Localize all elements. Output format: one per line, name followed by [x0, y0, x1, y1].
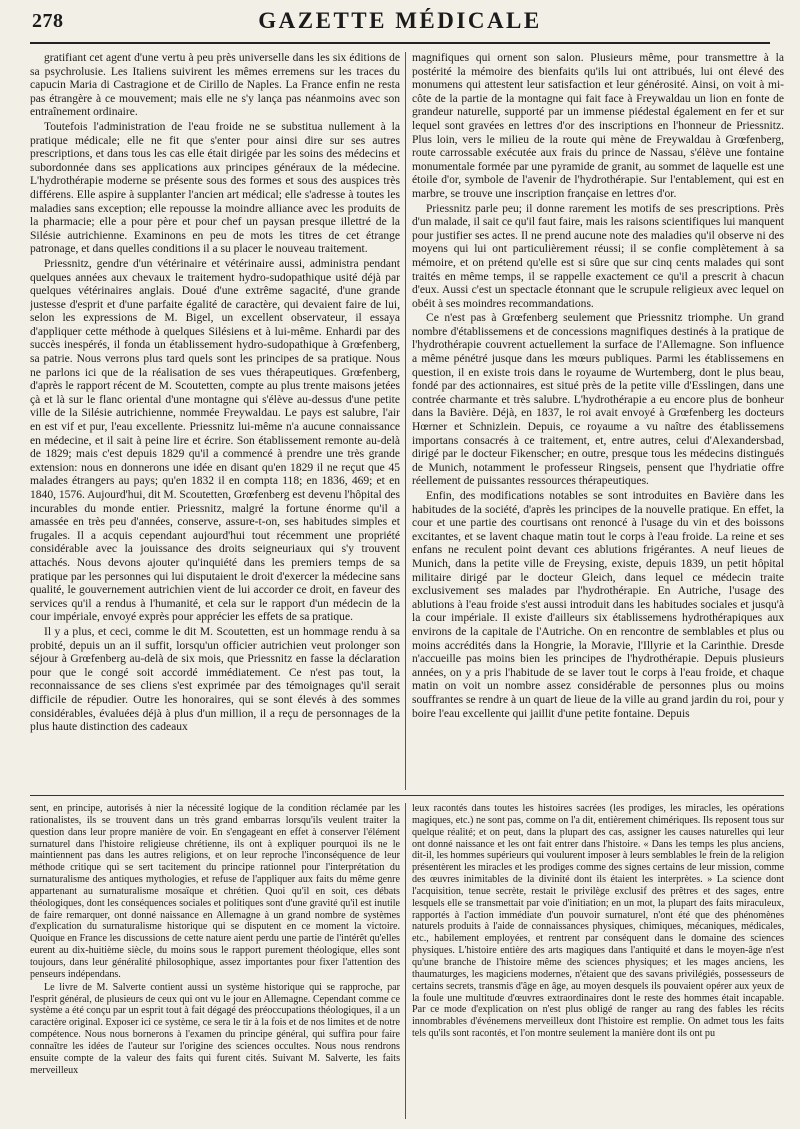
paragraph: Toutefois l'administration de l'eau froide ne se substitua nullement à la pratique médicale; elle ne fit que s'enter pour ainsi dire sur ses autres prescriptions, et dans tous les cas elle était dirigée par les soins des médecins et subordonnée dans ses applications aux principes généraux de la médecine. L'hydrothérapie moderne se présente sous des formes et sous des auspices très différens. Elle aspire à supplanter l'ancien art médical; elle s'adresse à toutes les maladies sans exception; elle repousse la moindre alliance avec les produits de la pharmacie; elle a pour père et pour chef un paysan presque illettré de la Silésie autrichienne. Examinons en peu de mots les titres de cet étrange patronage, et dans quelles conditions il a su placer le nouveau traitement. [30, 120, 400, 256]
header-rule [30, 42, 770, 44]
lower-left-column [30, 803, 400, 1119]
paragraph: Le livre de M. Salverte contient aussi un système historique qui se rapproche, par l'esprit général, de plusieurs de ceux qui ont vu le jour en Allemagne. Cependant comme ce système a été conçu par un esprit tout à fait dégagé des préoccupations théologiques, il a un caractère original. Exposer ici ce système, ce sera le tir à la fois et de nos limites et de notre compétence. Nous nous bornerons à l'examen du principe général, qui suffira pour faire connaître les idées de l'auteur sur l'origine des sciences occultes. Nous nous rendrons ensuite compte de la valeur des faits qui furent cités. Suivant M. Salverte, les faits merveilleux [30, 981, 400, 1076]
paragraph: Priessnitz, gendre d'un vétérinaire et vétérinaire aussi, administra pendant quelques années aux chevaux le traitement hydro-sudopathique usité déjà par quelques vétérinaires anglais. Doué d'une extrême sagacité, d'une grande justesse d'esprit et d'une parfaite égalité de caractère, qui devaient faire de lui, selon les expressions de M. Bigel, un excellent observateur, il essaya d'appliquer cette méthode à quelques Silésiens et à lui-même. Enhardi par des succès inespérés, il fonda un établissement hydro-sudopathique à Grœfenberg, sa patrie. Nous verrons plus tard quels sont les principes de sa pratique. Nous ne parlons ici que de la réalisation de ses vues thérapeutiques. Grœfenberg, d'après le rapport récent de M. Scoutetten, compte au plus trente maisons jetées çà et là sur le flanc oriental d'une montagne qui s'élève au-dessus d'une petite ville de la Silésie autrichienne, nommée Freywaldau. Le pays est salubre, l'air en est vif et pur, l'eau excellente. Priessnitz lui-même n'a aucune connaissance en médecine, et il sait à peine lire et écrire. Son établissement remonte au-delà de 1829; mais c'est depuis 1829 qu'il a commencé à prendre une très grande extension: nous en donnerons une idée en disant qu'en 1829 il ne reçut que 45 malades étrangers au pays; qu'en 1832 il en compta 118; en 1836, 469; et en 1840, 1576. Aujourd'hui, dit M. Scoutetten, Grœfenberg est devenu l'hôpital des incurables du monde entier. Priessnitz, malgré la fortune énorme qu'il a amassée en très peu d'années, conserve, assure-t-on, ses habitudes simples et frugales. Il a acquis cependant aujourd'hui tout récemment une propriété considérable avec la jouissance des droits seigneuriaux qui s'y trouvent attachés. Nous devons ajouter qu'inquiété dans les premiers temps de sa pratique par les personnes qui lui disputaient le droit d'exercer la médecine sans qualité, le gouvernement autrichien vient de lui accorder ce droit, en faveur des services qu'il a rendus à l'humanité, et cela sur le rapport d'un médecin de la cour impériale, envoyé exprès pour apprécier les effets de sa pratique. [30, 257, 400, 624]
paragraph: magnifiques qui ornent son salon. Plusieurs même, pour transmettre à la postérité la mémoire des bienfaits qu'ils lui ont attribués, lui ont élevé des monumens qui attestent leur satisfaction et leur générosité. Ainsi, on voit à mi-côte de la partie de la montagne qui fait face à Freywaldau un lion en fonte de grandeur naturelle, supporté par un immense piédestal également en fer et sur lequel sont gravées en lettres d'or des inscriptions en l'honneur de Priessnitz. Plus loin, vers le milieu de la route qui mène de Freywaldau à Grœfenberg, route carrossable exécutée aux frais du prince de Nassau, s'élève une fontaine monumentale formée par une pyramide de granit, au sommet de laquelle est une étoile d'or, symbole de l'avenir de l'hydrothérapie. Sur l'entablement, qui est en marbre, se trouve une inscription française en lettres d'or. [412, 52, 784, 200]
paragraph: Enfin, des modifications notables se sont introduites en Bavière dans les habitudes de la société, d'après les principes de la nouvelle pratique. En effet, la cour et une partie des courtisans ont renoncé à l'usage du vin et des boissons excitantes, et se lavent chaque matin tout le corps à l'eau froide. La reine et ses enfans ne reculent point devant ces ablutions frigérantes. A neuf lieues de Munich, dans la petite ville de Freysing, existe, depuis 1839, un petit hôpital militaire dirigé par le docteur Gleich, dans lequel ce médecin traite exclusivement ses malades par l'hydrothérapie. En Autriche, l'usage des ablutions à l'eau froide s'est aussi introduit dans les habitudes sociales et jusqu'à la cour impériale. Il existe d'ailleurs six établissemens hydrothérapiques aux environs de la capitale de l'Autriche. On en rencontre de semblables et plus ou moins accrédités dans la Hongrie, la Moravie, l'Illyrie et la Carinthie. Dresde n'accueille pas moins bien les principes de l'hydrothérapie. Depuis plusieurs années, on y a pris l'habitude de se laver tout le corps à l'eau froide, et chaque matin on voit un nombre assez considérable de personnes plus ou moins souffrantes se rendre à un quart de lieue de la ville au grand jardin du roi, pour y boire l'eau excellente qui jaillit d'une petite fontaine. Depuis [412, 490, 784, 720]
upper-left-column [30, 52, 400, 790]
paragraph: gratifiant cet agent d'une vertu à peu près universelle dans les six éditions de sa psychrolusie. Les Italiens suivirent les mêmes erremens sur les traces du capucin Maria di Castragione et de Cirillo de Naples. La France enfin ne resta pas étrangère à ce mouvement; mais elle ne s'y lança pas néanmoins avec son entraînement ordinaire. [30, 52, 400, 119]
paragraph: sent, en principe, autorisés à nier la nécessité logique de la condition réclamée par les rationalistes, ils se trouvent dans un très grand embarras lorsqu'ils veulent traiter la question dans leur propre manière de voir. En s'engageant en effet à conserver l'élément surnaturel dans l'histoire religieuse chrétienne, ils ont à expliquer pourquoi ils ne le maintiennent pas dans les autres religions, et on leur reproche l'inconséquence de leur méthode critique qui se sert tacitement du principe rationnel pour l'interprétation du surnaturalisme des antiques mythologies, et refuse de l'appliquer aux faits du même genre appartenant au surnaturalisme mosaïque et chrétien. Quoi qu'il en soit, ces débats théologiques, dont les conséquences sociales et politiques sont d'une gravité qu'il est inutile de faire remarquer, ont donné naissance en Allemagne à un grand nombre de systèmes d'explication du surnaturalisme historique qui se disputent en ce moment la victoire. Quoique en France les discussions de cette nature aient perdu une partie de l'intérêt qu'elles eurent au dix-huitième siècle, du moins sous le rapport purement théologique, elles sont toujours, dans leur généralité philosophique, assez importantes pour fixer l'attention des penseurs indépendans. [30, 803, 400, 980]
column-divider [405, 803, 406, 1119]
paragraph: Ce n'est pas à Grœfenberg seulement que Priessnitz triomphe. Un grand nombre d'établissemens et de concessions magnifiques destinés à la pratique de l'hydrothérapie couvrent actuellement la surface de l'Allemagne. Son influence a même pénétré jusque dans les mœurs publiques. Parmi les établissemens en question, il en existe trois dans le royaume de Wurtemberg, dont le plus beau, fondé par des actionnaires, est situé près de la petite ville d'Esslingen, dans une contrée charmante et très salubre. L'hydrothérapie a eu encore plus de bonheur dans la Bavière. Déjà, en 1837, le roi avait envoyé à Grœfenberg les docteurs Hœrner et Schnizlein. Depuis, ce royaume a vu naître des établissemens importans consacrés à ce traitement, et, entre autres, celui d'Alexandersbad, dirigé par le docteur Fikenscher; en outre, presque tous les médecins distingués de Munich, notamment le professeur Ringseis, pensent que l'hydriatie offre réellement de puissantes ressources thérapeutiques. [412, 312, 784, 488]
masthead-title: GAZETTE MÉDICALE [258, 8, 542, 33]
page-number: 278 [32, 10, 64, 32]
lower-right-column [412, 803, 784, 1119]
paragraph: leux racontés dans toutes les histoires sacrées (les prodiges, les miracles, les opérations magiques, etc.) ne sont pas, comme on l'a dit, entièrement chimériques. Ils reposent tous sur quelque réalité; et on peut, dans la plupart des cas, assigner les causes naturelles qui leur ont donné naissance et les ont fait entrer dans l'histoire. « Dans les temps les plus anciens, dit-il, les hommes supérieurs qui voulurent imposer à leurs semblables le frein de la religion présentèrent les miracles et les prodiges comme des signes certains de leur mission, comme des œuvres inimitables de la divinité dont ils étaient les interprètes. » La science dont l'acquisition, tenue secrète, restait le privilège exclusif des prêtres et des sages, entre lesquels elle se transmettait par voie d'initiation; en un mot, la plupart des faits miraculeux, rapportés à l'action immédiate d'un pouvoir surnaturel, n'ont été que des phénomènes naturels produits à l'aide de connaissances physiques, chimiques, mécaniques, médicales, etc., habilement employées, et rentrent par conséquent dans le domaine des sciences physiques. L'histoire entière des arts magiques dans l'antiquité et dans le moyen-âge n'est qu'une branche de l'histoire même des sciences physiques; et les mages anciens, les thaumaturges, les magiciens modernes, n'étaient que des savans privilégiés, possesseurs de certains secrets, transmis d'âge en âge, au moyen desquels ils pouvaient opérer aux yeux de la foule une multitude d'œuvres extraordinaires dont le reste des hommes était incapable. Par ce mode d'explication on n'est plus obligé de ranger au rang des fables les récits innombrables d'événemens merveilleux dont l'histoire est remplie. On admet tous les faits tels qu'ils sont racontés, et l'on montre seulement la manière dont ils ont pu [412, 803, 784, 1040]
column-divider [405, 52, 406, 790]
paragraph: Priessnitz parle peu; il donne rarement les motifs de ses prescriptions. Près d'un malade, il sait ce qu'il faut faire, mais les raisons scientifiques lui manquent pour justifier ses actes. Il ne prend aucune note des maladies qu'il observe ni des moyens qui lui ont particulièrement réussi; il se confie complètement à sa mémoire, et on prétend qu'elle est si sûre que sur cinq cents malades qui sont traités en même temps, il se rappelle exactement ce qu'il a prescrit à chacun d'eux. Aussi c'est un spectacle étonnant que le scrupule religieux avec lequel on obéit à ses moindres recommandations. [412, 202, 784, 310]
section-divider [30, 795, 784, 796]
upper-right-column [412, 52, 784, 790]
page-header [30, 6, 770, 40]
paragraph: Il y a plus, et ceci, comme le dit M. Scoutetten, est un hommage rendu à sa probité, depuis un an il suffit, lorsqu'un officier autrichien veut prolonger son séjour à Grœfenberg au-delà de six mois, que Priessnitz en fasse la déclaration pour que le congé soit accordé immédiatement. Ce n'est pas tout, la reconnaissance de ses cliens s'est exprimée par des témoignages qu'il serait difficile de répudier. Outre les honoraires, qui se sont élevés à des sommes considérables, évaluées déjà à plus d'un million, il a reçu de personnages de la plus haute distinction des cadeaux [30, 625, 400, 734]
